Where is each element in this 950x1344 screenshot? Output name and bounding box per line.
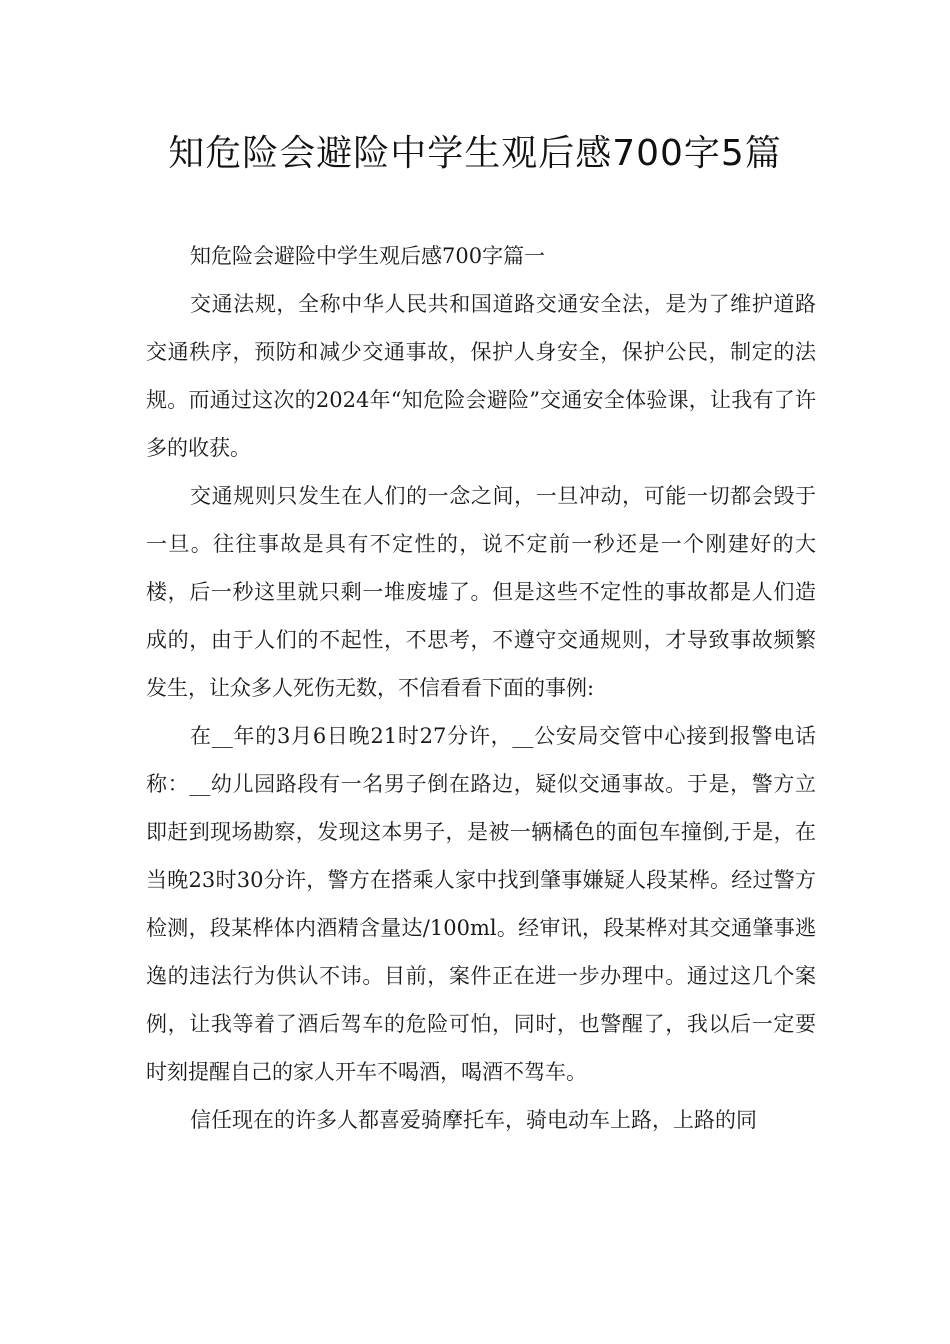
document-body	[146, 232, 816, 1144]
paragraph: 交通规则只发生在人们的一念之间，一旦冲动，可能一切都会毁于一旦。往往事故是具有不定性的，说不定前一秒还是一个刚建好的大楼，后一秒这里就只剩一堆废墟了。但是这些不定性的事故都是人们造成的，由于人们的不起性，不思考，不遵守交通规则，才导致事故频繁发生，让众多人死伤无数，不信看看下面的事例:	[146, 484, 816, 700]
paragraph: 在__年的3月6日晚21时27分许，__公安局交管中心接到报警电话称：__幼儿园路段有一名男子倒在路边，疑似交通事故。于是，警方立即赶到现场勘察，发现这本男子，是被一辆橘色的面包车撞倒,于是，在当晚23时30分许，警方在搭乘人家中找到肇事嫌疑人段某桦。经过警方检测，段某桦体内酒精含量达/100ml。经审讯，段某桦对其交通肇事逃逸的违法行为供认不讳。目前，案件正在进一步办理中。通过这几个案例，让我等着了酒后驾车的危险可怕，同时，也警醒了，我以后一定要时刻提醒自己的家人开车不喝酒，喝酒不驾车。	[146, 724, 816, 1084]
section-heading: 知危险会避险中学生观后感700字篇一	[190, 244, 546, 268]
paragraph: 交通法规，全称中华人民共和国道路交通安全法，是为了维护道路交通秩序，预防和减少交通事故，保护人身安全，保护公民，制定的法规。而通过这次的2024年“知危险会避险”交通安全体验课，让我有了许多的收获。	[146, 292, 816, 460]
document-title: 知危险会避险中学生观后感700字5篇	[168, 133, 782, 174]
paragraph: 信任现在的许多人都喜爱骑摩托车，骑电动车上路，上路的同	[190, 1108, 757, 1132]
